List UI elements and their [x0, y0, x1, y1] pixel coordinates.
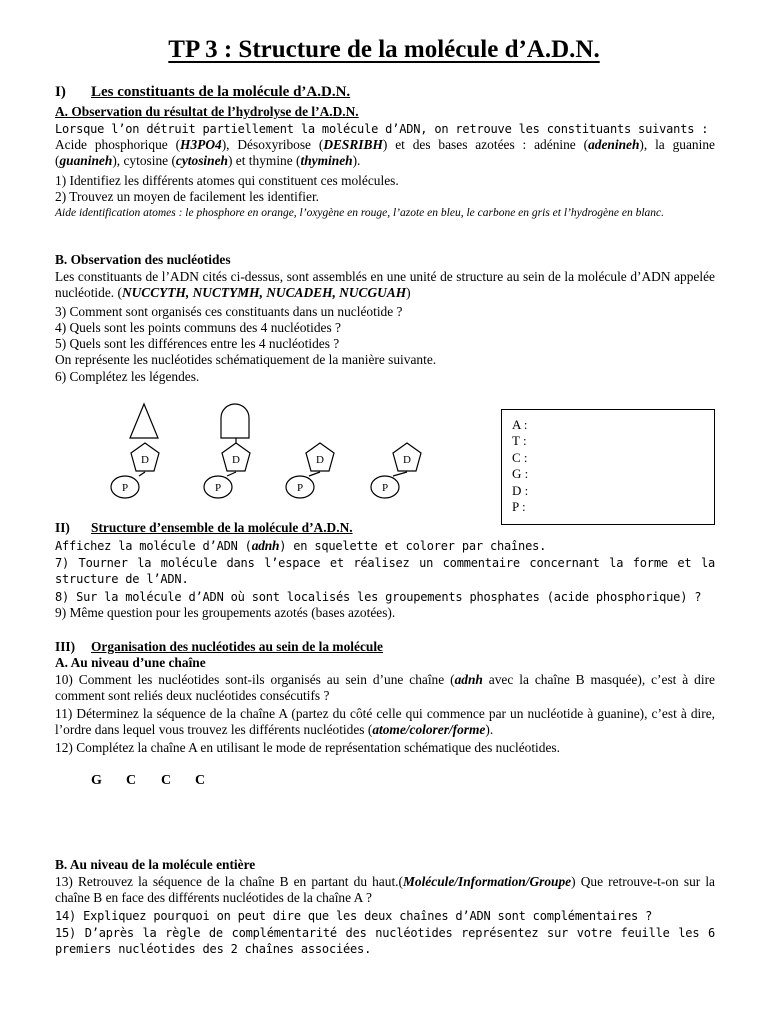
- sequence-base-4: C: [195, 773, 206, 788]
- section-2-intro: Affichez la molécule d’ADN (adnh) en squelette et colorer par chaînes.: [55, 538, 547, 553]
- legend-box: [501, 409, 715, 525]
- section-3-heading: III) Organisation des nucléotides au sein de la molécule: [55, 639, 383, 654]
- question-15: 15) D’après la règle de complémentarité des nucléotides représentez sur votre feuille les 6 premiers nucléotides des 2 chaînes associées.: [55, 926, 715, 957]
- nucleotide-1: [111, 443, 159, 498]
- question-10: 10) Comment les nucléotides sont-ils organisés au sein d’une chaîne (adnh avec la chaîne B masquée), c’est à dire comment sont reliés deux nucléotides consécutifs ?: [55, 672, 715, 704]
- section-1a-heading: A. Observation du résultat de l’hydrolyse de l’A.D.N.: [55, 104, 359, 119]
- question-4: 4) Quels sont les points communs des 4 nucléotides ?: [55, 320, 342, 335]
- deoxyribose-label: D: [232, 454, 240, 466]
- legend-a: A :: [512, 417, 528, 432]
- section-3b-heading: B. Au niveau de la molécule entière: [55, 857, 256, 872]
- legend-p: P :: [512, 499, 526, 514]
- question-8: 8) Sur la molécule d’ADN où sont localisés les groupements phosphates (acide phosphorique) ?: [55, 590, 702, 604]
- section-1b-heading: B. Observation des nucléotides: [55, 252, 231, 267]
- section-3a-heading: A. Au niveau d’une chaîne: [55, 655, 206, 670]
- atom-color-hint: Aide identification atomes : le phosphore en orange, l’oxygène en rouge, l’azote en bleu, le carbone en gris et l’hydrogène en blanc.: [55, 207, 665, 219]
- question-12: 12) Complétez la chaîne A en utilisant le mode de représentation schématique des nucléotides.: [55, 740, 560, 755]
- question-9: 9) Même question pour les groupements azotés (bases azotées).: [55, 605, 396, 620]
- phosphate-label: P: [296, 482, 304, 494]
- nucleotide-4: [371, 443, 421, 498]
- question-3: 3) Comment sont organisés ces constituants dans un nucléotide ?: [55, 304, 403, 319]
- question-14: 14) Expliquez pourquoi on peut dire que les deux chaînes d’ADN sont complémentaires ?: [55, 909, 653, 923]
- phosphate-label: P: [381, 482, 389, 494]
- phosphate-label: P: [214, 482, 222, 494]
- section-1-title: Les constituants de la molécule d’A.D.N.: [91, 84, 351, 100]
- schematic-intro: On représente les nucléotides schématiquement de la manière suivante.: [55, 352, 437, 367]
- page-title: TP 3 : Structure de la molécule d’A.D.N.: [168, 36, 600, 63]
- legend-c: C :: [512, 450, 528, 465]
- section-1a-intro: Lorsque l’on détruit partiellement la molécule d’ADN, on retrouve les constituants suivants :: [55, 122, 709, 136]
- question-6: 6) Complétez les légendes.: [55, 369, 200, 384]
- triangle-base-shape: [130, 404, 158, 438]
- question-13: 13) Retrouvez la séquence de la chaîne B en partant du haut.(Molécule/Information/Groupe) Que retrouve-t-on sur la chaîne B en face des différents nucléotides de la chaîne A ?: [55, 874, 715, 906]
- deoxyribose-label: D: [403, 454, 411, 466]
- legend-d: D :: [512, 483, 529, 498]
- question-1: 1) Identifiez les différents atomes qui constituent ces molécules.: [55, 173, 399, 188]
- section-1-number: I): [55, 84, 66, 100]
- question-11: 11) Déterminez la séquence de la chaîne A (partez du côté celle qui commence par un nucléotide à guanine), c’est à dire, l’ordre dans lequel vous trouvez les différents nucléotides (atome/colorer/forme).: [55, 706, 715, 738]
- nucleotide-3: [286, 443, 334, 498]
- question-5: 5) Quels sont les différences entre les 4 nucléotides ?: [55, 336, 340, 351]
- question-2: 2) Trouvez un moyen de facilement les identifier.: [55, 189, 320, 204]
- question-7: 7) Tourner la molécule dans l’espace et réalisez un commentaire concernant la forme et la structure de l’ADN.: [55, 556, 715, 587]
- nucleotide-diagram: [0, 390, 480, 510]
- sequence-base-1: G: [91, 773, 102, 788]
- nucleotide-2: [204, 438, 250, 498]
- constituents-list: Acide phosphorique (H3PO4), Désoxyribose (DESRIBH) et des bases azotées : adénine (adenineh), la guanine (guanineh), cytosine (cytosineh) et thymine (thymineh).: [55, 137, 715, 169]
- section-1-heading: [55, 84, 715, 100]
- deoxyribose-label: D: [316, 454, 324, 466]
- rounded-base-shape: [221, 404, 249, 438]
- deoxyribose-label: D: [141, 454, 149, 466]
- section-2-heading: II) Structure d’ensemble de la molécule d’A.D.N.: [55, 520, 353, 535]
- sequence-base-2: C: [126, 773, 137, 788]
- legend-t: T :: [512, 433, 527, 448]
- phosphate-label: P: [121, 482, 129, 494]
- legend-g: G :: [512, 466, 529, 481]
- sequence-base-3: C: [161, 773, 172, 788]
- section-1b-intro: Les constituants de l’ADN cités ci-dessus, sont assemblés en une unité de structure au sein de la molécule d’ADN appelée nucléotide. (NUCCYTH, NUCTYMH, NUCADEH, NUCGUAH): [55, 269, 715, 301]
